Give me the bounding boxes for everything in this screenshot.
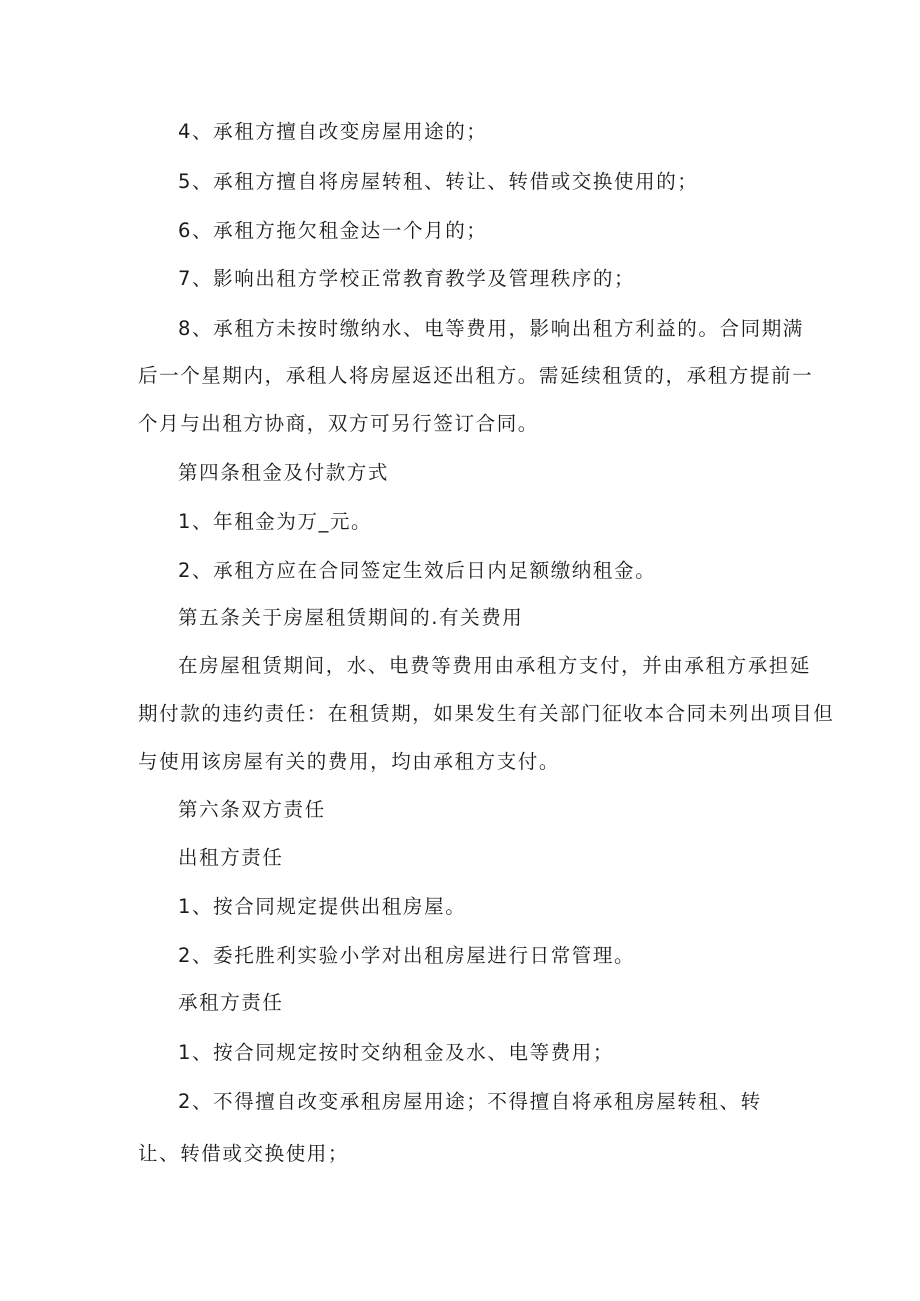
clause-line-rent: 1、年租金为万_元。: [178, 510, 373, 533]
clause-line-lessee-1: 1、按合同规定按时交纳租金及水、电等费用；: [178, 1041, 615, 1064]
paragraph-line: 在房屋租赁期间，水、电费等费用由承租方支付，并由承租方承担延: [178, 654, 812, 677]
paragraph-continuation: 期付款的违约责任：在租赁期，如果发生有关部门征收本合同未列出项目但: [138, 702, 835, 725]
section-heading-article-4: 第四条租金及付款方式: [178, 461, 390, 484]
paragraph-continuation: 与使用该房屋有关的费用，均由承租方支付。: [138, 750, 561, 773]
clause-line-lessee-2: 2、不得擅自改变承租房屋用途；不得擅自将承租房屋转租、转: [178, 1090, 762, 1113]
subheading-lessee: 承租方责任: [178, 991, 284, 1014]
clause-line-lessor-1: 1、按合同规定提供出租房屋。: [178, 895, 467, 918]
clause-line-payment: 2、承租方应在合同签定生效后日内足额缴纳租金。: [178, 559, 657, 582]
paragraph-continuation: 让、转借或交换使用；: [138, 1142, 350, 1165]
section-heading-article-5: 第五条关于房屋租赁期间的.有关费用: [178, 606, 524, 629]
section-heading-article-6: 第六条双方责任: [178, 798, 326, 821]
subheading-lessor: 出租方责任: [178, 846, 284, 869]
clause-line-4: 4、承租方擅自改变房屋用途的；: [178, 120, 488, 143]
paragraph-continuation: 个月与出租方协商，双方可另行签订合同。: [138, 412, 539, 435]
clause-line-lessor-2: 2、委托胜利实验小学对出租房屋进行日常管理。: [178, 944, 636, 967]
paragraph-continuation: 后一个星期内，承租人将房屋返还出租方。需延续租赁的，承租方提前一: [138, 364, 814, 387]
clause-line-6: 6、承租方拖欠租金达一个月的；: [178, 219, 488, 242]
clause-line-8: 8、承租方未按时缴纳水、电等费用，影响出租方利益的。合同期满: [178, 317, 804, 340]
clause-line-5: 5、承租方擅自将房屋转租、转让、转借或交换使用的；: [178, 170, 699, 193]
clause-line-7: 7、影响出租方学校正常教育教学及管理秩序的；: [178, 267, 636, 290]
